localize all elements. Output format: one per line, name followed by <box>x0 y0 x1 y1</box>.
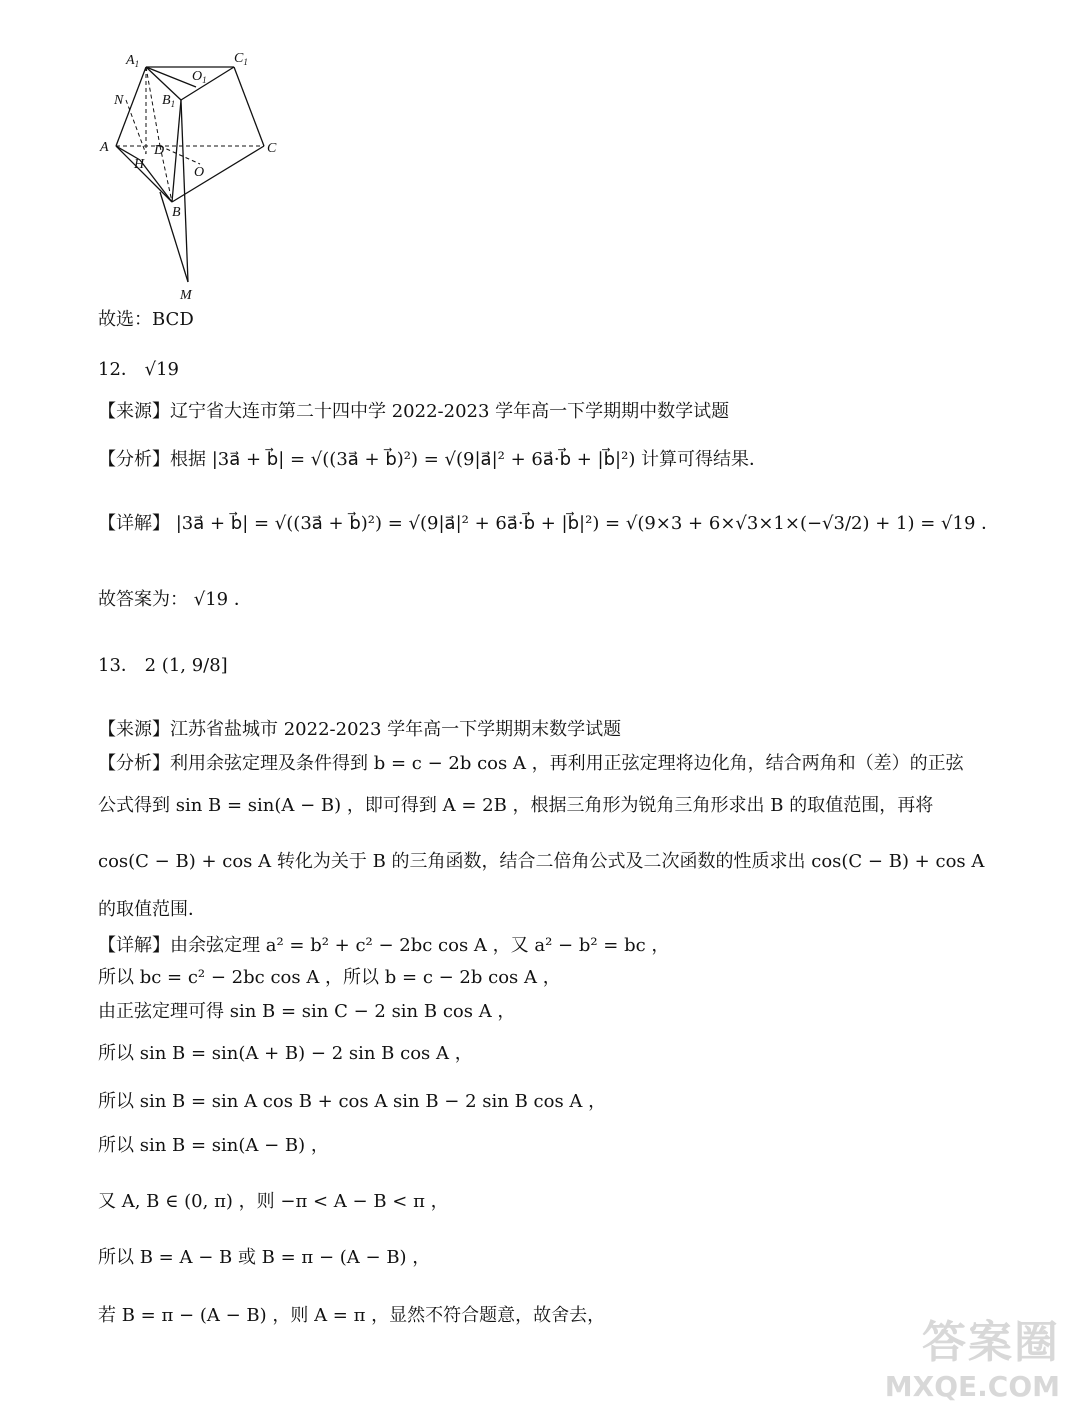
label-H: H <box>134 157 145 172</box>
watermark <box>885 1306 1060 1403</box>
q13-detail-line7: 又 A, B ∈ (0, π) ，则 −π < A − B < π ， <box>98 1191 449 1212</box>
q13-analysis-line4: 的取值范围． <box>98 899 206 920</box>
q13-analysis-line2: 公式得到 sin B = sin(A − B) ，即可得到 A = 2B ，根据三角形为锐角三角形求出 B 的取值范围，再将 <box>98 795 934 816</box>
q13-detail-line9: 若 B = π − (A − B) ，则 A = π ，显然不符合题意，故舍去， <box>98 1305 606 1326</box>
label-N: N <box>114 93 124 108</box>
q12-detail: 【详解】 |3a⃗ + b⃗| = √((3a⃗ + b⃗)²) = √(9|a⃗|² + 6a⃗·b⃗ + |b⃗|²) = √(9×3 + 6×√3×1×(−√3/2) + 1) = √19 ． <box>98 513 1000 534</box>
q13-source: 【来源】江苏省盐城市 2022-2023 学年高一下学期期末数学试题 <box>98 719 622 740</box>
label-O: O <box>194 165 205 180</box>
label-B1: $B_1$ <box>162 93 176 109</box>
watermark-logo: 答案圈 <box>922 1317 1060 1368</box>
q13-detail-line6: 所以 sin B = sin(A − B) ， <box>98 1135 329 1156</box>
label-O1: $O_1$ <box>192 69 207 85</box>
q13-detail-line3: 由正弦定理可得 sin B = sin C − 2 sin B cos A ， <box>98 1001 516 1022</box>
label-M: M <box>180 288 192 303</box>
q13-detail-line2: 所以 bc = c² − 2bc cos A ，所以 b = c − 2b cos A ， <box>98 967 561 988</box>
q13-answer: 13． 2 (1, 9/8] <box>98 655 228 676</box>
q12-conclusion: 故答案为： √19 ． <box>98 589 252 610</box>
q13-detail-line5: 所以 sin B = sin A cos B + cos A sin B − 2 sin B cos A ， <box>98 1091 607 1112</box>
label-A: A <box>100 140 109 155</box>
label-A1: $A_1$ <box>126 53 140 69</box>
q12-answer: 12． √19 <box>98 359 179 380</box>
q13-analysis-line3: cos(C − B) + cos A 转化为关于 B 的三角函数，结合二倍角公式及二次函数的性质求出 cos(C − B) + cos A <box>98 851 985 872</box>
q13-detail-line1: 【详解】由余弦定理 a² = b² + c² − 2bc cos A ，又 a² − b² = bc ， <box>98 935 670 956</box>
watermark-url: MXQE.COM <box>884 1370 1060 1403</box>
choice-answer: 故选：BCD <box>98 309 194 330</box>
label-D: D <box>154 143 165 158</box>
q13-analysis-line1: 【分析】利用余弦定理及条件得到 b = c − 2b cos A ，再利用正弦定理将边化角，结合两角和（差）的正弦 <box>98 753 964 774</box>
geometry-figure <box>92 42 292 304</box>
q13-detail-line8: 所以 B = A − B 或 B = π − (A − B) ， <box>98 1247 431 1268</box>
q13-detail-line4: 所以 sin B = sin(A + B) − 2 sin B cos A ， <box>98 1043 473 1064</box>
label-C: C <box>267 141 277 156</box>
q12-source: 【来源】辽宁省大连市第二十四中学 2022-2023 学年高一下学期期中数学试题 <box>98 401 730 422</box>
label-C1: $C_1$ <box>234 51 248 67</box>
q12-analysis: 【分析】根据 |3a⃗ + b⃗| = √((3a⃗ + b⃗)²) = √(9|a⃗|² + 6a⃗·b⃗ + |b⃗|²) 计算可得结果． <box>98 449 768 470</box>
label-B: B <box>172 205 181 220</box>
